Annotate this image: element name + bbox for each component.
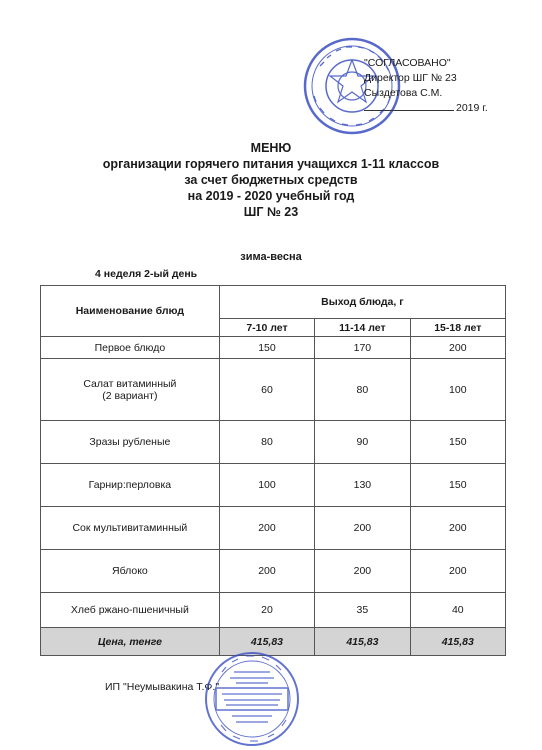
price-value: 415,83	[219, 628, 314, 656]
dish-value: 150	[219, 337, 314, 359]
dish-value: 200	[410, 550, 505, 593]
week-day-label: 4 неделя 2-ый день	[95, 268, 198, 280]
dish-value: 200	[410, 337, 505, 359]
table-header-row	[41, 286, 506, 319]
dish-value: 100	[410, 359, 505, 421]
dish-name: Яблоко	[41, 550, 220, 593]
header-age-1: 7-10 лет	[219, 319, 314, 337]
dish-name: Гарнир:перловка	[41, 464, 220, 507]
price-value: 415,83	[410, 628, 505, 656]
dish-value: 90	[315, 421, 410, 464]
entrepreneur-seal-icon	[202, 650, 302, 748]
dish-value: 60	[219, 359, 314, 421]
approval-date	[364, 101, 514, 116]
dish-name-line-2: (2 вариант)	[102, 389, 158, 402]
dish-value: 130	[315, 464, 410, 507]
dish-value: 100	[219, 464, 314, 507]
header-age-3: 15-18 лет	[410, 319, 505, 337]
signature-line	[364, 110, 454, 111]
dish-value: 35	[315, 593, 410, 628]
menu-table	[40, 285, 506, 656]
table-row	[41, 421, 506, 464]
title-line-1: МЕНЮ	[250, 141, 292, 155]
table-row	[41, 550, 506, 593]
dish-name: Хлеб ржано-пшеничный	[41, 593, 220, 628]
approval-block	[364, 56, 514, 116]
dish-value: 200	[219, 550, 314, 593]
dish-value: 200	[410, 507, 505, 550]
title-line-2: организации горячего питания учащихся 1-11 классов	[102, 157, 440, 171]
dish-name-line-1: Салат витаминный	[83, 377, 177, 390]
approval-director: Директор ШГ № 23	[364, 72, 457, 84]
price-label: Цена, тенге	[41, 628, 220, 656]
menu-title	[0, 140, 542, 220]
approval-director-name: Сыздетова С.М.	[364, 87, 443, 99]
dish-value: 150	[410, 421, 505, 464]
header-dish-name: Наименование блюд	[41, 286, 220, 337]
price-value: 415,83	[315, 628, 410, 656]
table-row	[41, 359, 506, 421]
header-output: Выход блюда, г	[219, 286, 505, 319]
table-row	[41, 507, 506, 550]
table-row	[41, 593, 506, 628]
dish-name: Сок мультивитаминный	[41, 507, 220, 550]
dish-name: Первое блюдо	[41, 337, 220, 359]
dish-name	[41, 359, 220, 421]
dish-value: 150	[410, 464, 505, 507]
dish-value: 200	[315, 507, 410, 550]
approval-heading: "СОГЛАСОВАНО"	[364, 57, 451, 69]
table-row	[41, 337, 506, 359]
signer-name: ИП "Неумывакина Т.Ф."	[105, 681, 220, 693]
dish-value: 80	[315, 359, 410, 421]
approval-year: 2019 г.	[456, 102, 488, 114]
title-line-4: на 2019 - 2020 учебный год	[187, 189, 355, 203]
dish-value: 40	[410, 593, 505, 628]
dish-name: Зразы рубленые	[41, 421, 220, 464]
season-label: зима-весна	[240, 251, 302, 263]
dish-value: 20	[219, 593, 314, 628]
table-row	[41, 464, 506, 507]
title-line-3: за счет бюджетных средств	[184, 173, 358, 187]
title-line-5: ШГ № 23	[243, 205, 299, 219]
dish-value: 200	[315, 550, 410, 593]
dish-value: 200	[219, 507, 314, 550]
dish-value: 170	[315, 337, 410, 359]
dish-value: 80	[219, 421, 314, 464]
header-age-2: 11-14 лет	[315, 319, 410, 337]
